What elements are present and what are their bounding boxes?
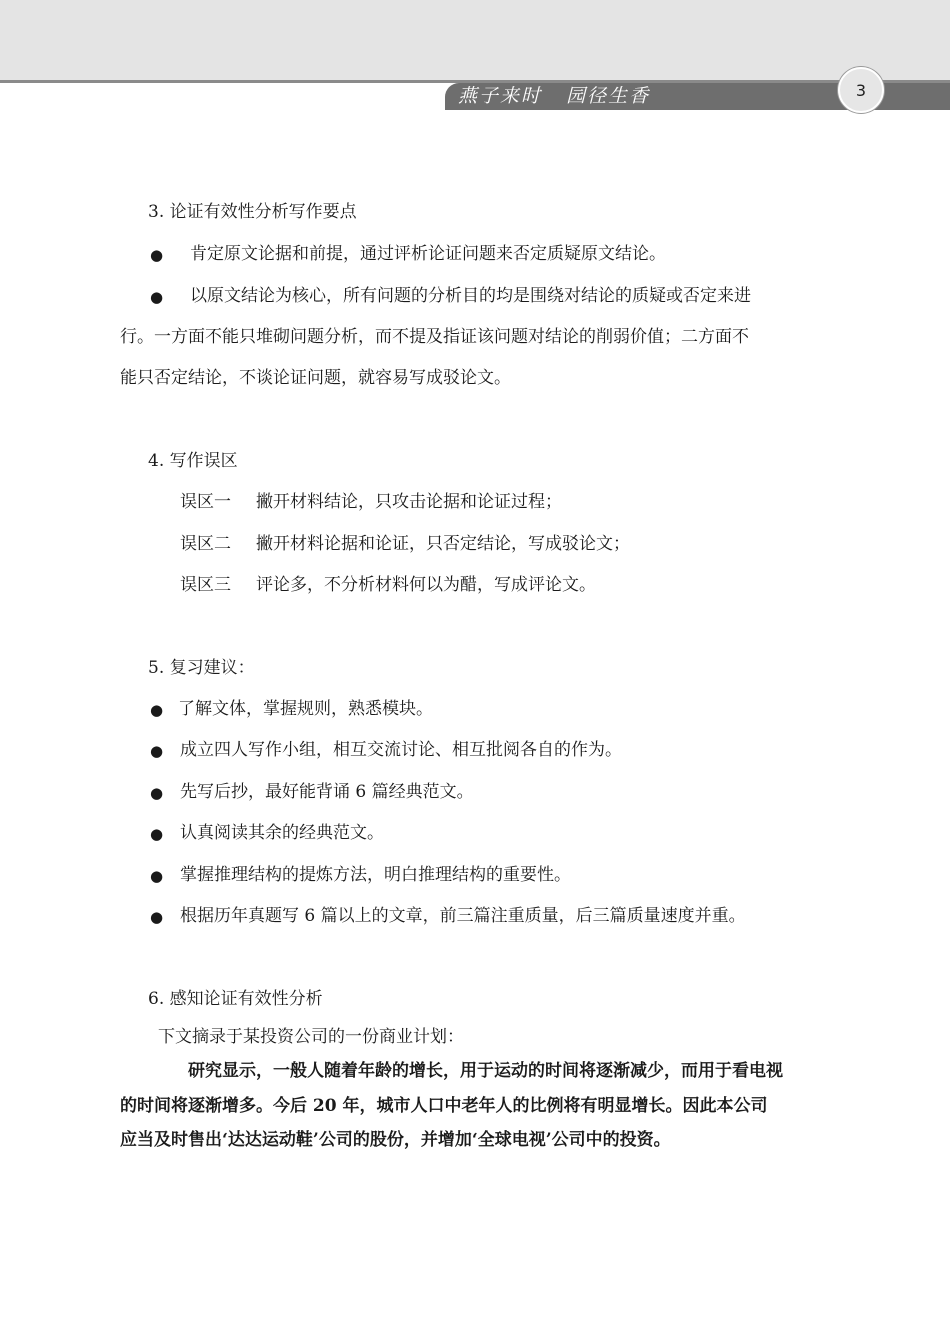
bullet-icon: ● [150, 246, 164, 264]
advice-item-6: 根据历年真题写 6 篇以上的文章，前三篇注重质量，后三篇质量速度并重。 [180, 906, 746, 926]
mistake-3-label: 误区三 [180, 575, 231, 595]
bullet-icon: ● [150, 701, 164, 719]
bullet-icon: ● [150, 867, 164, 885]
section-3-title: 3. 论证有效性分析写作要点 [148, 202, 357, 222]
section-6-title: 6. 感知论证有效性分析 [148, 989, 323, 1009]
bullet-icon: ● [150, 825, 164, 843]
section-3-bullet-2-line-2: 行。一方面不能只堆砌问题分析，而不提及指证该问题对结论的削弱价值；二方面不 [120, 327, 749, 347]
excerpt-line-1: 研究显示，一般人随着年龄的增长，用于运动的时间将逐渐减少，而用于看电视 [188, 1061, 783, 1081]
mistake-3-text: 评论多，不分析材料何以为醋，写成评论文。 [256, 575, 596, 595]
advice-item-1: 了解文体，掌握规则，熟悉模块。 [178, 699, 433, 719]
bullet-icon: ● [150, 742, 164, 760]
section-4-title: 4. 写作误区 [148, 451, 238, 471]
mistake-2-text: 撇开材料论据和论证，只否定结论，写成驳论文； [256, 534, 630, 554]
section-3-bullet-2-line-1: 以原文结论为核心，所有问题的分析目的均是围绕对结论的质疑或否定来进 [190, 286, 751, 306]
header-band [0, 0, 950, 80]
excerpt-line-3: 应当及时售出‘达达运动鞋’公司的股份，并增加‘全球电视’公司中的投资。 [120, 1130, 671, 1150]
header-slogan: 燕子来时 园径生香 [458, 85, 651, 107]
section-6-intro: 下文摘录于某投资公司的一份商业计划： [158, 1027, 464, 1047]
mistake-1-text: 撇开材料结论，只攻击论据和论证过程； [256, 492, 562, 512]
page-number-badge: 3 [838, 67, 884, 113]
advice-item-3: 先写后抄，最好能背诵 6 篇经典范文。 [180, 782, 474, 802]
advice-item-2: 成立四人写作小组，相互交流讨论、相互批阅各自的作为。 [180, 740, 622, 760]
bullet-icon: ● [150, 288, 164, 306]
advice-item-5: 掌握推理结构的提炼方法，明白推理结构的重要性。 [180, 865, 571, 885]
bullet-icon: ● [150, 908, 164, 926]
advice-item-4: 认真阅读其余的经典范文。 [180, 823, 384, 843]
section-3-bullet-2-line-3: 能只否定结论，不谈论证问题，就容易写成驳论文。 [120, 368, 511, 388]
excerpt-line-2: 的时间将逐渐增多。今后 20 年，城市人口中老年人的比例将有明显增长。因此本公司 [120, 1096, 768, 1116]
mistake-2-label: 误区二 [180, 534, 231, 554]
bullet-icon: ● [150, 784, 164, 802]
section-3-bullet-1: 肯定原文论据和前提，通过评析论证问题来否定质疑原文结论。 [190, 244, 666, 264]
mistake-1-label: 误区一 [180, 492, 231, 512]
section-5-title: 5. 复习建议： [148, 658, 255, 678]
